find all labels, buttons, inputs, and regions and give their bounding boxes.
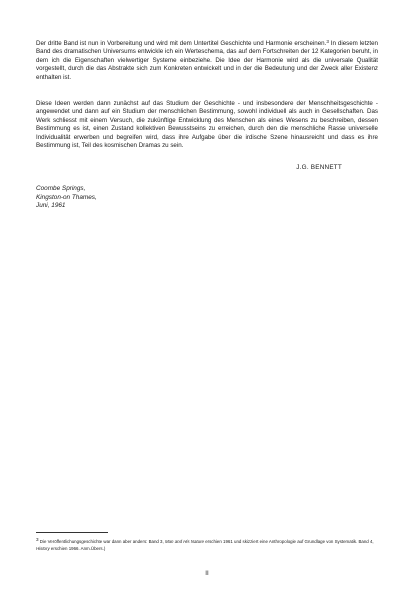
body-paragraph-2: Diese Ideen werden dann zunächst auf das Studium der Geschichte - und insbesondere der Menschheitsgeschichte - angewendet und dann auf ein Studium der menschlichen Bestimmung, sowohl individuell als auch in Gesellschaften. Das Werk schliesst mit einem Versuch, die zukünftige Entwicklung des Menschen als eines Wesens zu beschreiben, dessen Bestimmung es ist, einen Zustand kollektiven Bewusstseins zu erreichen, durch den die menschliche Rasse universelle Individualität erwerben und begreifen wird, dass ihre Aufgabe über die irdische Szene hinausreicht und dass es ihre Bestimmung ist, Teil des kosmischen Dramas zu sein. [36, 100, 378, 150]
footnote-text-b: erschien 1961 und skizziert eine Anthropologie auf Grundlage von Systematik. Band 4, [203, 539, 374, 544]
place-line-2: Kingston-on Thames, [36, 193, 97, 201]
paragraph-1-text-a: Der dritte Band ist nun in Vorbereitung und wird mit dem Untertitel Geschichte und Harmonie erscheinen. [36, 40, 327, 47]
place-line-1: Coombe Springs, [36, 185, 86, 192]
body-paragraph-1 [36, 40, 378, 82]
date-line: Juni, 1961 [36, 202, 66, 210]
paragraph-1-text-b: In diesem letzten Band des dramatischen Universums entwickle ich ein Werteschema, das auf dem Fortschreiten der 12 Kategorien beruht, in dem ich die Eigenschaften vielwertiger Systeme einbeziehe. Die Idee der Harmonie wird als die universale Qualität vorgestellt, durch die das Abstrakte sich zum Konkreten entwickelt und in der die Bedeutung und der Zweck aller Existenz enthalten ist. [36, 40, 378, 81]
footnote-book-title-1: Man and His Nature [164, 539, 204, 544]
footnote-book-title-2: History [36, 546, 50, 551]
author-signature: J.G. BENNETT [296, 164, 342, 171]
footnote-reference: 3 [326, 39, 329, 44]
footnote [36, 538, 378, 552]
footnote-divider [36, 532, 108, 533]
footnote-marker: 3 [36, 537, 39, 542]
footnote-text-a: Die Veröffentlichungsgeschichte war dann aber anders: Band 3, [39, 539, 165, 544]
place-and-date [36, 185, 97, 211]
page-number: II [205, 570, 209, 577]
footnote-text-c: erschien 1966. Anm.Übers.) [49, 546, 106, 551]
